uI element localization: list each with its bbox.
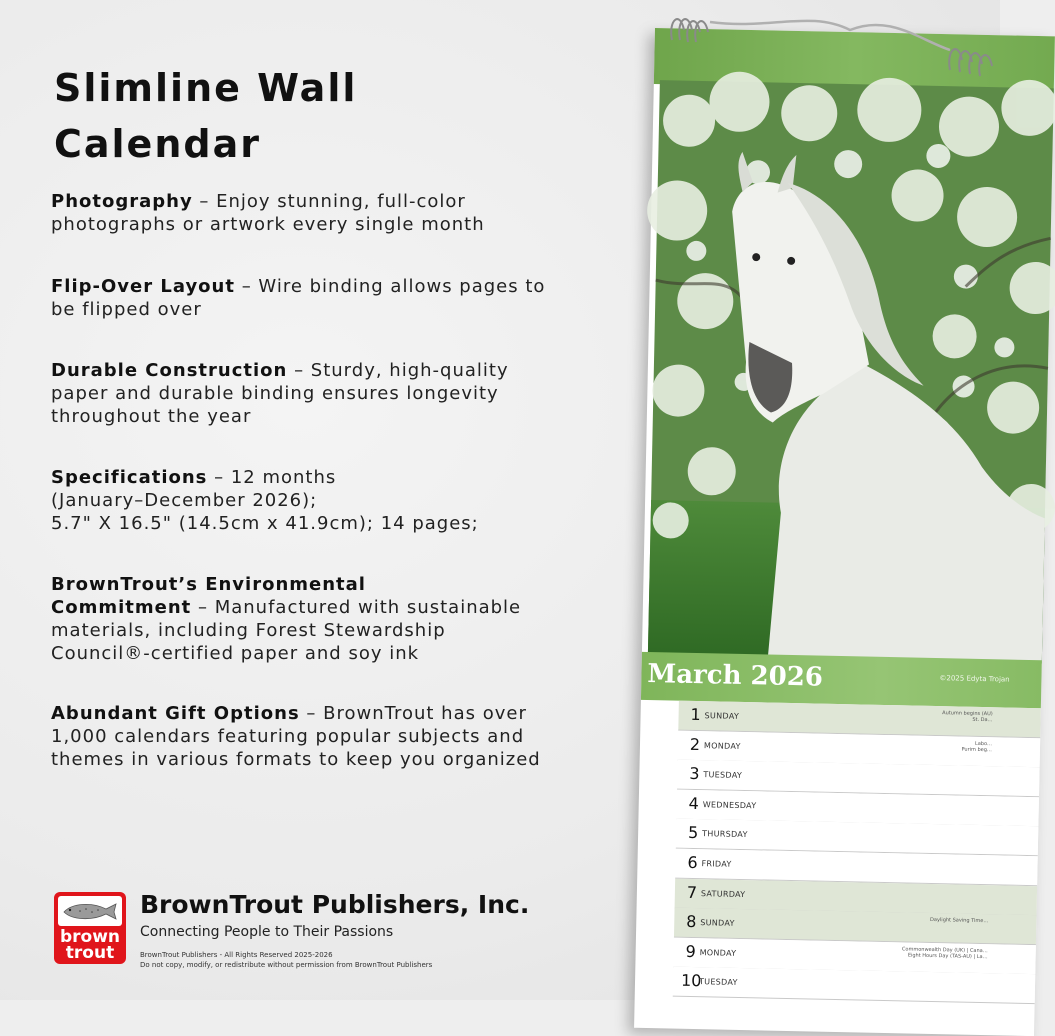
day-number: 2 bbox=[686, 734, 704, 753]
day-number: 3 bbox=[685, 764, 703, 783]
title-line-1: Slimline Wall bbox=[54, 60, 474, 116]
feature-line: Council®-certified paper and soy ink bbox=[51, 643, 419, 664]
day-name: FRIDAY bbox=[701, 859, 731, 869]
day-number: 9 bbox=[681, 942, 699, 961]
feature-environmental bbox=[51, 573, 621, 665]
feature-heading: Abundant Gift Options bbox=[51, 703, 300, 724]
feature-line: photographs or artwork every single month bbox=[51, 214, 485, 235]
feature-line: 5.7" X 16.5" (14.5cm x 41.9cm); 14 pages; bbox=[51, 513, 479, 534]
logo-text-line-2: trout bbox=[54, 945, 126, 962]
day-row bbox=[673, 967, 1036, 1005]
feature-text: – 12 months bbox=[207, 467, 336, 488]
day-note-line-2: Eight Hours Day (TAS-AU) | La… bbox=[908, 952, 988, 960]
page-title bbox=[54, 60, 474, 172]
feature-durable bbox=[51, 359, 621, 428]
month-title: March 2026 bbox=[647, 659, 823, 693]
horse-photo bbox=[648, 80, 1054, 663]
wire-binding bbox=[650, 0, 1050, 60]
day-name: SUNDAY bbox=[705, 711, 740, 721]
title-line-2: Calendar bbox=[54, 116, 474, 172]
day-note-line-1: Autumn begins (AU) bbox=[942, 710, 993, 717]
day-number: 5 bbox=[684, 823, 702, 842]
day-name: TUESDAY bbox=[699, 978, 738, 988]
feature-line: throughout the year bbox=[51, 406, 251, 427]
day-note bbox=[902, 946, 988, 960]
day-note-line-2: St. Da… bbox=[972, 717, 992, 723]
photo-credit: ©2025 Edyta Trojan bbox=[939, 674, 1009, 683]
feature-gift-options bbox=[51, 702, 621, 771]
day-name: SATURDAY bbox=[701, 889, 746, 899]
feature-photography bbox=[51, 190, 621, 236]
day-number: 7 bbox=[683, 882, 701, 901]
feature-line: (January–December 2026); bbox=[51, 490, 317, 511]
day-note-line-1: Labo… bbox=[975, 740, 992, 746]
feature-heading: Flip-Over Layout bbox=[51, 276, 235, 297]
feature-heading: BrownTrout’s Environmental bbox=[51, 574, 366, 595]
day-number: 6 bbox=[683, 853, 701, 872]
browntrout-logo bbox=[54, 892, 126, 964]
logo-text-line-1: brown bbox=[54, 929, 126, 946]
feature-line: 1,000 calendars featuring popular subjects and bbox=[51, 726, 524, 747]
feature-heading: Durable Construction bbox=[51, 360, 287, 381]
feature-text: – Enjoy stunning, full-color bbox=[193, 191, 466, 212]
feature-heading-cont: Commitment bbox=[51, 597, 191, 618]
feature-text: – BrownTrout has over bbox=[300, 703, 527, 724]
day-name: WEDNESDAY bbox=[703, 800, 757, 810]
day-name: MONDAY bbox=[700, 948, 737, 958]
day-number: 10 bbox=[681, 971, 699, 990]
legal-notice bbox=[140, 950, 432, 970]
feature-line: materials, including Forest Stewardship bbox=[51, 620, 446, 641]
feature-text: – Wire binding allows pages to bbox=[235, 276, 545, 297]
day-name: THURSDAY bbox=[702, 830, 748, 840]
day-number: 1 bbox=[686, 705, 704, 724]
day-number: 4 bbox=[685, 794, 703, 813]
day-note-line-1: Commonwealth Day (UK) | Cana… bbox=[902, 946, 988, 954]
feature-heading: Specifications bbox=[51, 467, 207, 488]
feature-line: themes in various formats to keep you organized bbox=[51, 749, 541, 770]
feature-heading: Photography bbox=[51, 191, 193, 212]
feature-specifications bbox=[51, 466, 621, 535]
day-note bbox=[930, 917, 988, 924]
feature-line: paper and durable binding ensures longevity bbox=[51, 383, 499, 404]
feature-line: be flipped over bbox=[51, 299, 202, 320]
day-note bbox=[961, 740, 992, 753]
feature-flip-over bbox=[51, 275, 621, 321]
day-name: SUNDAY bbox=[700, 918, 735, 928]
day-number: 8 bbox=[682, 912, 700, 931]
legal-line-2: Do not copy, modify, or redistribute without permission from BrownTrout Publishers bbox=[140, 960, 432, 970]
legal-line-1: BrownTrout Publishers - All Rights Reserved 2025-2026 bbox=[140, 950, 432, 960]
day-note-line-2: Purim beg… bbox=[961, 746, 992, 753]
day-name: TUESDAY bbox=[703, 770, 742, 780]
day-note bbox=[942, 710, 993, 723]
feature-text: – Sturdy, high-quality bbox=[287, 360, 508, 381]
company-tagline: Connecting People to Their Passions bbox=[140, 924, 393, 940]
calendar-page bbox=[634, 28, 1055, 1036]
trout-fish-icon bbox=[58, 896, 122, 926]
feature-text: – Manufactured with sustainable bbox=[191, 597, 521, 618]
company-name: BrownTrout Publishers, Inc. bbox=[140, 890, 529, 919]
day-note-line-1: Daylight Saving Time… bbox=[930, 917, 988, 924]
day-name: MONDAY bbox=[704, 741, 741, 751]
